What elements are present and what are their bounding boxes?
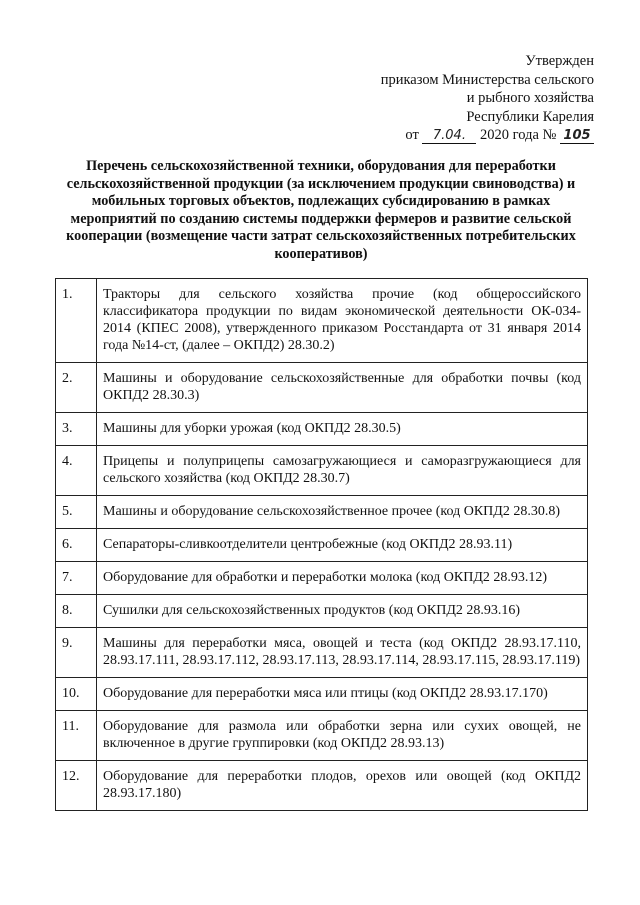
approval-date-line xyxy=(381,126,594,145)
item-number: 4. xyxy=(56,446,97,496)
table-row xyxy=(56,628,588,678)
document-title: Перечень сельскохозяйственной техники, оборудования для переработки сельскохозяйственной продукции (за исключением продукции свиноводства) и мобильных торговых объектов, подлежащих субсидированию в рамках мероприятий по созданию системы поддержки фермеров и развитие сельской кооперации (возмещение части затрат сельскохозяйственных потребительских кооперативов) xyxy=(66,158,576,262)
item-text: Машины для переработки мяса, овощей и теста (код ОКПД2 28.93.17.110, 28.93.17.111, 28.93.17.112, 28.93.17.113, 28.93.17.114, 28.93.17.115, 28.93.17.119) xyxy=(97,628,588,678)
date-year: 2020 года № xyxy=(480,127,557,143)
approval-line-4: Республики Карелия xyxy=(466,108,594,125)
approval-block xyxy=(381,52,594,145)
item-number: 1. xyxy=(56,279,97,363)
item-text: Машины и оборудование сельскохозяйственное прочее (код ОКПД2 28.30.8) xyxy=(97,496,588,529)
item-text: Оборудование для переработки плодов, орехов или овощей (код ОКПД2 28.93.17.180) xyxy=(97,761,588,811)
table-row xyxy=(56,496,588,529)
item-text: Тракторы для сельского хозяйства прочие (код общероссийского классификатора продукции по видам экономической деятельности ОК-034-2014 (КПЕС 2008), утвержденного приказом Росстандарта от 31 января 2014 года №14-ст, (далее – ОКПД2) 28.30.2) xyxy=(97,279,588,363)
approval-line-2: приказом Министерства сельского xyxy=(380,71,594,88)
approval-line-3: и рыбного хозяйства xyxy=(466,90,594,106)
table-row xyxy=(56,529,588,562)
table-row xyxy=(56,678,588,711)
table-row xyxy=(56,562,588,595)
item-number: 3. xyxy=(56,413,97,446)
item-text: Машины для уборки урожая (код ОКПД2 28.30.5) xyxy=(97,413,588,446)
table-row xyxy=(56,446,588,496)
table-row xyxy=(56,279,588,363)
handwritten-date: 7.04. xyxy=(422,128,476,144)
handwritten-order-number: 105 xyxy=(560,128,594,144)
item-number: 2. xyxy=(56,363,97,413)
item-number: 9. xyxy=(56,628,97,678)
item-number: 5. xyxy=(56,496,97,529)
table-row xyxy=(56,595,588,628)
table-row xyxy=(56,363,588,413)
date-prefix: от xyxy=(405,127,419,143)
item-number: 11. xyxy=(56,711,97,761)
item-number: 7. xyxy=(56,562,97,595)
approval-line-1: Утвержден xyxy=(525,53,594,69)
item-text: Прицепы и полуприцепы самозагружающиеся и саморазгружающиеся для сельского хозяйства (код ОКПД2 28.30.7) xyxy=(97,446,588,496)
item-text: Сепараторы-сливкоотделители центробежные (код ОКПД2 28.93.11) xyxy=(97,529,588,562)
item-number: 10. xyxy=(56,678,97,711)
item-text: Сушилки для сельскохозяйственных продуктов (код ОКПД2 28.93.16) xyxy=(97,595,588,628)
item-number: 6. xyxy=(56,529,97,562)
items-table xyxy=(55,278,588,811)
table-row xyxy=(56,761,588,811)
item-text: Оборудование для обработки и переработки молока (код ОКПД2 28.93.12) xyxy=(97,562,588,595)
item-text: Машины и оборудование сельскохозяйственные для обработки почвы (код ОКПД2 28.30.3) xyxy=(97,363,588,413)
item-text: Оборудование для переработки мяса или птицы (код ОКПД2 28.93.17.170) xyxy=(97,678,588,711)
item-number: 12. xyxy=(56,761,97,811)
item-number: 8. xyxy=(56,595,97,628)
item-text: Оборудование для размола или обработки зерна или сухих овощей, не включенное в другие группировки (код ОКПД2 28.93.13) xyxy=(97,711,588,761)
table-row xyxy=(56,711,588,761)
table-row xyxy=(56,413,588,446)
